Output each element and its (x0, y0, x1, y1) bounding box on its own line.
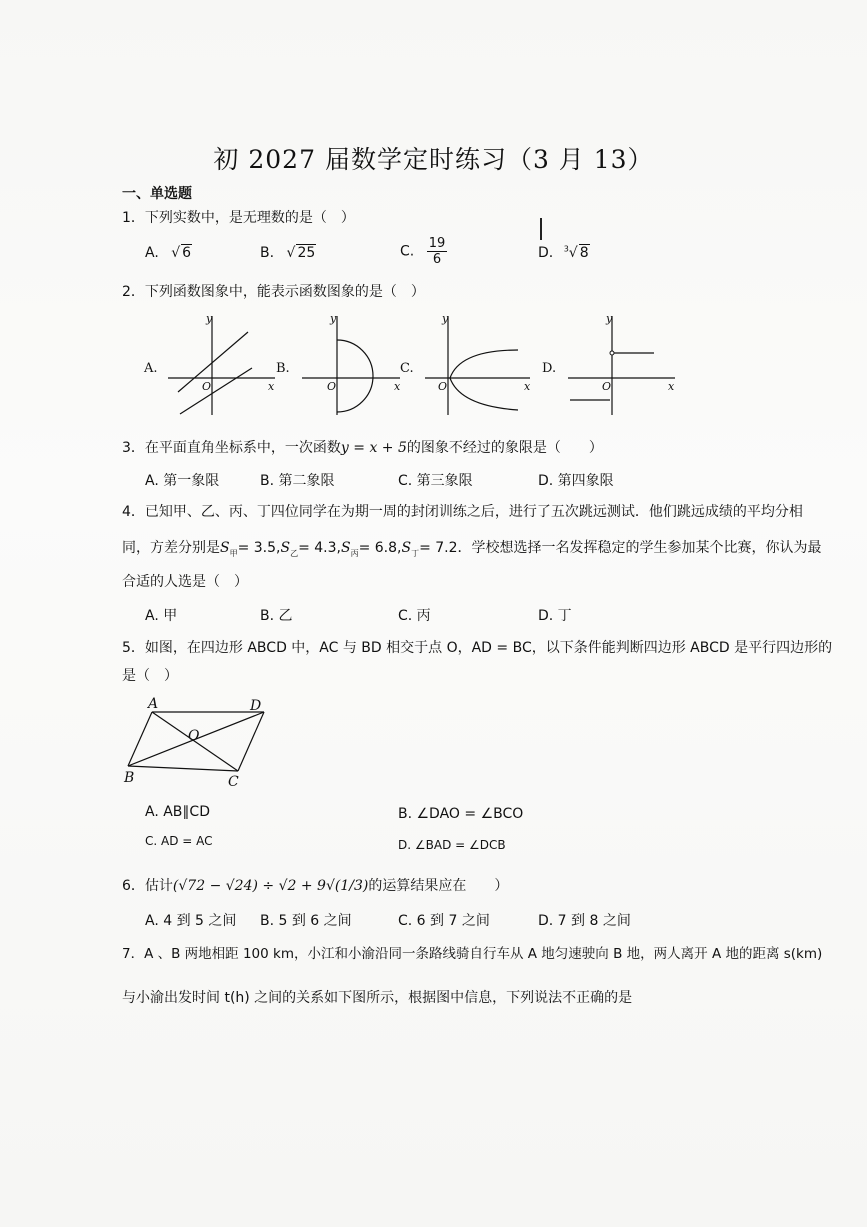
q3-option-b: B. 第二象限 (260, 473, 335, 489)
pen-mark (540, 218, 542, 240)
q6-option-d: D. 7 到 8 之间 (538, 913, 631, 929)
q1-option-b: B. √ 25 (260, 245, 316, 261)
variance-sub-yi: 乙 (290, 548, 299, 558)
q1-option-c (400, 236, 447, 267)
q1-stem: 1．下列实数中，是无理数的是（ ） (122, 210, 355, 226)
q5-option-a: A. AB∥CD (145, 804, 210, 820)
graph-d-label: D. (542, 361, 557, 376)
denominator: 6 (432, 252, 442, 267)
q5-line-2: 是（ ） (122, 668, 178, 684)
graph-c-label: C. (400, 361, 414, 376)
option-label: A. (145, 245, 159, 261)
graph-d-origin: O (602, 380, 612, 393)
q3-stem (122, 438, 603, 458)
q6-option-b: B. 5 到 6 之间 (260, 913, 352, 929)
edge-bc (128, 766, 238, 771)
graph-a-origin: O (202, 380, 212, 393)
graph-d-open-point (610, 351, 614, 355)
root-index: 3 (563, 244, 569, 254)
q4-line-3: 合适的人选是（ ） (122, 574, 248, 590)
q3-formula: y = x + 5 (340, 440, 407, 456)
graph-a-label: A. (144, 361, 158, 376)
radicand: 25 (297, 245, 316, 261)
q3-option-d: D. 第四象限 (538, 473, 614, 489)
q6-option-c: C. 6 到 7 之间 (398, 913, 490, 929)
vertex-d: D (250, 698, 262, 714)
q6-post: 的运算结果应在 ） (368, 878, 509, 894)
q4-option-d: D. 丁 (538, 608, 572, 624)
graph-d-x-label: x (668, 380, 675, 393)
variance-sub-jia: 甲 (229, 548, 238, 558)
fraction (427, 236, 448, 267)
variance-ding: = 7.2 (419, 540, 458, 556)
graph-d-y-label: y (606, 312, 613, 325)
q3-option-a: A. 第一象限 (145, 473, 220, 489)
q5-option-d: D. ∠BAD = ∠DCB (398, 838, 506, 852)
q3-stem-post: 的图象不经过的象限是（ ） (406, 440, 603, 456)
vertex-c: C (228, 774, 239, 790)
graph-c-x-label: x (524, 380, 531, 393)
graph-c-y-label: y (442, 312, 449, 325)
graph-a-line-2 (180, 368, 252, 414)
numerator: 19 (428, 236, 446, 251)
point-o: O (188, 728, 200, 744)
q6-pre: 6．估计 (122, 878, 173, 894)
q1-option-a: A. √ 6 (145, 245, 192, 261)
graph-c-parabola (450, 350, 518, 410)
graph-b-x-label: x (394, 380, 401, 393)
radicand: 6 (182, 245, 192, 261)
vertex-b: B (124, 770, 135, 786)
q4-line-2-pre: 同，方差分别是 (122, 540, 220, 556)
q4-option-a: A. 甲 (145, 608, 178, 624)
q4-line-2-post: ．学校想选择一名发挥稳定的学生参加某个比赛，你认为最 (457, 540, 822, 556)
graph-b-y-label: y (330, 312, 337, 325)
q6-expression: (√72 − √24) ÷ √2 + 9√(1/3) (172, 878, 369, 894)
q1-option-d: D. $^3$√ 8 (538, 244, 589, 261)
graph-b-semicircle (337, 340, 373, 412)
q6-stem (122, 868, 508, 904)
section-heading: 一、单选题 (122, 186, 192, 202)
q5-option-c: C. AD = AC (145, 834, 213, 848)
q2-stem: 2．下列函数图象中，能表示函数图象的是（ ） (122, 284, 425, 300)
q4-option-b: B. 乙 (260, 608, 293, 624)
q6-option-a: A. 4 到 5 之间 (145, 913, 237, 929)
q3-option-c: C. 第三象限 (398, 473, 473, 489)
q4-line-2: 同，方差分别是$S_甲= 3.5,S_乙= 4.3,S_丙= 6.8,S_丁= 7.2$．学校想选择一名发挥稳定的学生参加某个比赛，你认为最 (122, 540, 822, 558)
q5-line-1: 5．如图，在四边形 ABCD 中，AC 与 BD 相交于点 O，AD = BC，以下条件能判断四边形 ABCD 是平行四边形的 (122, 640, 833, 656)
graph-b-label: B. (276, 361, 290, 376)
q5-quadrilateral-figure (118, 696, 278, 792)
variance-sub-ding: 丁 (411, 548, 420, 558)
variance-bing: = 6.8, (358, 540, 402, 556)
option-label: D. (538, 245, 554, 261)
option-label: B. (260, 245, 275, 261)
page-title: 初 2027 届数学定时练习（3 月 13） (213, 145, 654, 174)
q3-stem-pre: 3．在平面直角坐标系中，一次函数 (122, 440, 341, 456)
graph-a-line-1 (178, 332, 248, 392)
variance-sub-bing: 丙 (350, 548, 359, 558)
q7-line-2: 与小渝出发时间 t(h) 之间的关系如下图所示，根据图中信息，下列说法不正确的是 (122, 990, 633, 1006)
q4-option-c: C. 丙 (398, 608, 431, 624)
q2-figures (140, 310, 700, 420)
variance-jia: = 3.5, (237, 540, 281, 556)
variance-yi: = 4.3, (298, 540, 341, 556)
option-label: C. (400, 243, 415, 260)
graph-a-y-label: y (206, 312, 213, 325)
q7-line-1: 7．A 、B 两地相距 100 km，小江和小渝沿同一条路线骑自行车从 A 地匀速驶向 B 地，两人离开 A 地的距离 s(km) (122, 946, 823, 962)
q5-option-b: B. ∠DAO = ∠BCO (398, 806, 524, 822)
graph-b-origin: O (327, 380, 337, 393)
graph-a-x-label: x (268, 380, 275, 393)
graph-c-origin: O (438, 380, 448, 393)
radicand: 8 (579, 245, 589, 261)
vertex-a: A (148, 696, 159, 712)
q4-line-1: 4．已知甲、乙、丙、丁四位同学在为期一周的封闭训练之后，进行了五次跳远测试．他们跳远成绩的平均分相 (122, 504, 803, 520)
